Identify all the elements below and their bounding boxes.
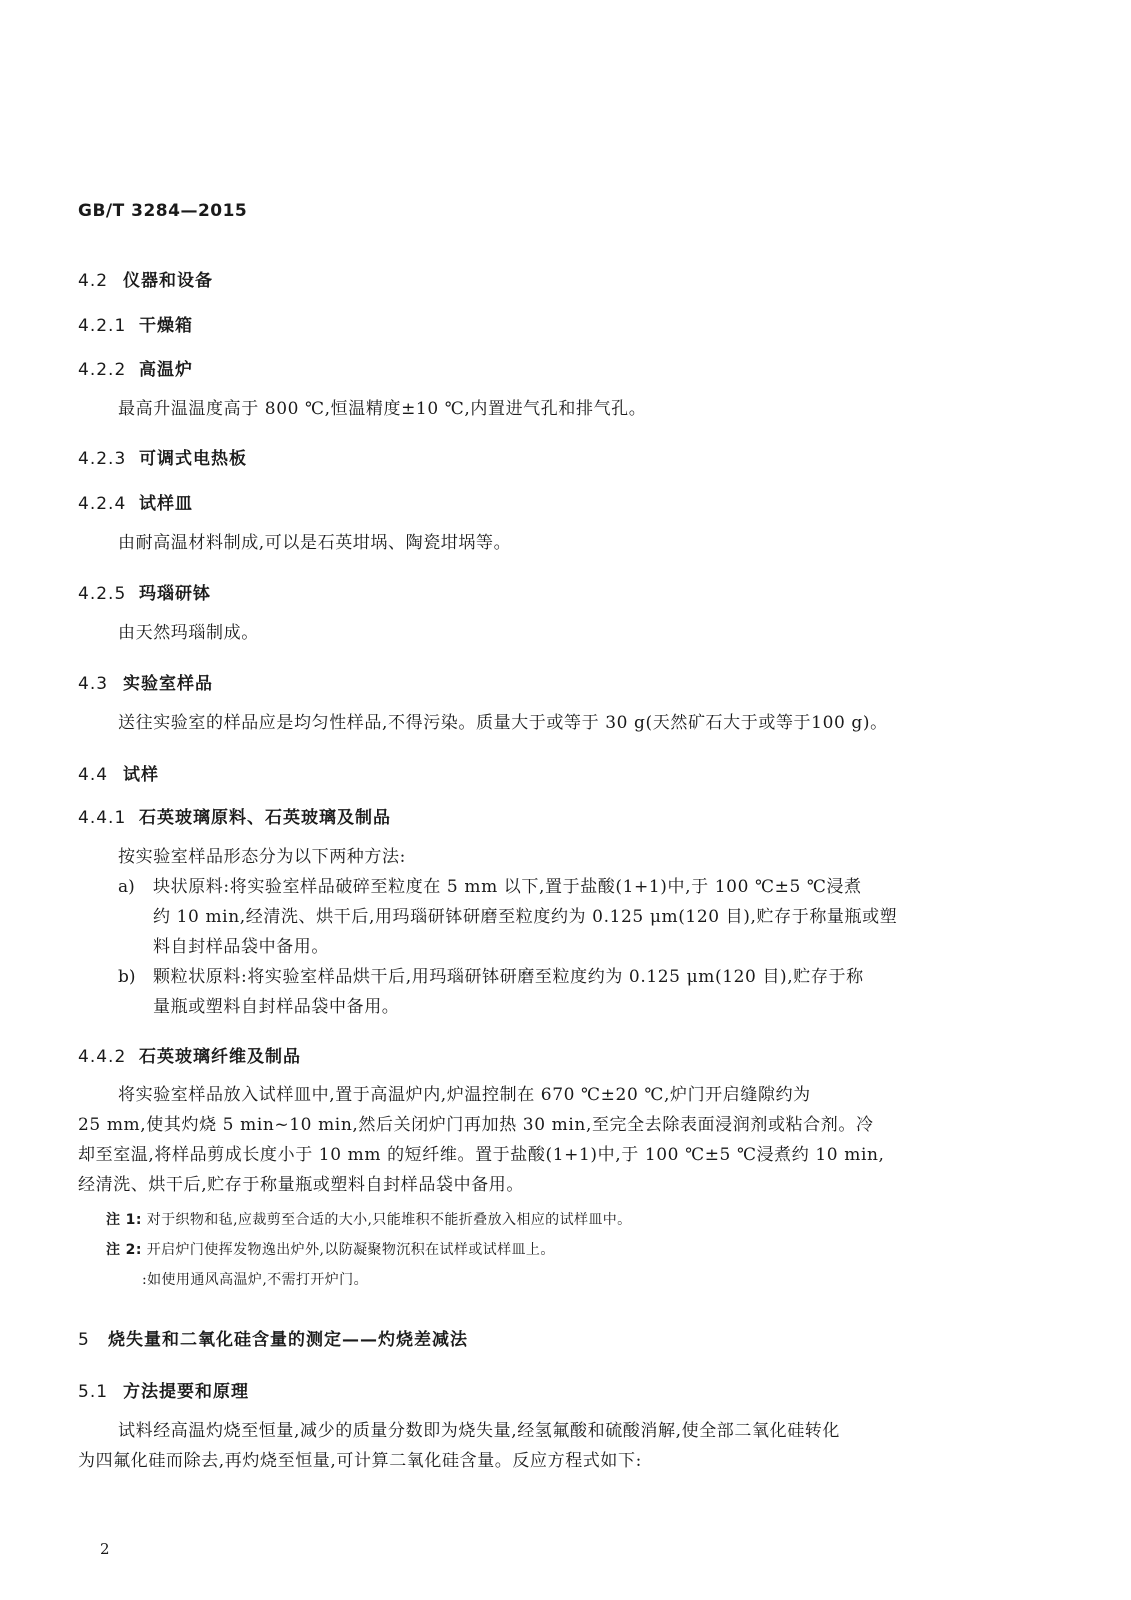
section-number: 4.2.2 xyxy=(78,360,127,380)
list-item-a-line-1: 块状原料:将实验室样品破碎至粒度在 5 mm 以下,置于盐酸(1+1)中,于 100 ℃±5 ℃浸煮 xyxy=(153,877,862,897)
section-title: 高温炉 xyxy=(139,360,193,380)
section-4-3-body: 送往实验室的样品应是均匀性样品,不得污染。质量大于或等于 30 g(天然矿石大于或等于100 g)。 xyxy=(118,713,888,733)
section-4-2-4-body: 由耐高温材料制成,可以是石英坩埚、陶瓷坩埚等。 xyxy=(118,533,512,553)
section-title: 干燥箱 xyxy=(139,316,193,336)
list-item-a-marker: a) xyxy=(118,877,135,897)
section-title: 仪器和设备 xyxy=(123,271,213,291)
section-number: 4.2.1 xyxy=(78,316,127,336)
list-item-a-line-2: 约 10 min,经清洗、烘干后,用玛瑙研钵研磨至粒度约为 0.125 μm(120 目),贮存于称量瓶或塑 xyxy=(153,907,898,927)
section-number: 4.2.4 xyxy=(78,494,127,514)
section-4-4-2-line-2: 25 mm,使其灼烧 5 min~10 min,然后关闭炉门再加热 30 min,至完全去除表面浸润剂或粘合剂。冷 xyxy=(78,1115,874,1135)
section-4-2-4-heading xyxy=(78,489,193,514)
section-4-2-5-body: 由天然玛瑙制成。 xyxy=(118,623,259,643)
list-item-a-line-3: 料自封样品袋中备用。 xyxy=(153,937,329,957)
section-4-4-2-heading xyxy=(78,1042,301,1067)
section-4-4-2-line-1: 将实验室样品放入试样皿中,置于高温炉内,炉温控制在 670 ℃±20 ℃,炉门开启缝隙约为 xyxy=(118,1085,811,1105)
section-number: 4.3 xyxy=(78,674,109,694)
note-label: 注 1: xyxy=(106,1212,142,1228)
section-5-1-line-1: 试料经高温灼烧至恒量,减少的质量分数即为烧失量,经氢氟酸和硫酸消解,使全部二氧化硅转化 xyxy=(118,1421,841,1441)
section-number: 5 xyxy=(78,1330,90,1350)
section-title: 石英玻璃纤维及制品 xyxy=(139,1047,301,1067)
section-title: 试样 xyxy=(123,765,159,785)
section-number: 5.1 xyxy=(78,1382,109,1402)
section-number: 4.2 xyxy=(78,271,109,291)
standard-code: GB/T 3284—2015 xyxy=(78,201,248,221)
section-title: 试样皿 xyxy=(139,494,193,514)
section-title: 烧失量和二氧化硅含量的测定——灼烧差减法 xyxy=(108,1330,468,1350)
section-title: 石英玻璃原料、石英玻璃及制品 xyxy=(139,808,391,828)
section-4-2-heading xyxy=(78,266,213,291)
note-3: :如使用通风高温炉,不需打开炉门。 xyxy=(142,1272,368,1288)
page-number: 2 xyxy=(100,1540,110,1558)
note-text: 对于织物和毡,应裁剪至合适的大小,只能堆积不能折叠放入相应的试样皿中。 xyxy=(146,1212,632,1228)
note-text: 开启炉门使挥发物逸出炉外,以防凝聚物沉积在试样或试样皿上。 xyxy=(146,1242,555,1258)
section-4-2-3-heading xyxy=(78,444,247,469)
section-number: 4.4.1 xyxy=(78,808,127,828)
section-5-heading xyxy=(78,1325,468,1350)
note-2 xyxy=(106,1239,555,1259)
section-4-2-5-heading xyxy=(78,579,211,604)
section-5-1-heading xyxy=(78,1377,249,1402)
list-item-b-marker: b) xyxy=(118,967,136,987)
section-title: 实验室样品 xyxy=(123,674,213,694)
section-title: 玛瑙研钵 xyxy=(139,584,211,604)
section-4-4-1-heading xyxy=(78,803,391,828)
section-4-4-2-line-3: 却至室温,将样品剪成长度小于 10 mm 的短纤维。置于盐酸(1+1)中,于 100 ℃±5 ℃浸煮约 10 min, xyxy=(78,1145,885,1165)
section-4-4-heading xyxy=(78,760,159,785)
section-title: 方法提要和原理 xyxy=(123,1382,249,1402)
section-4-4-2-line-4: 经清洗、烘干后,贮存于称量瓶或塑料自封样品袋中备用。 xyxy=(78,1175,525,1195)
list-item-b-line-2: 量瓶或塑料自封样品袋中备用。 xyxy=(153,997,400,1017)
note-1 xyxy=(106,1209,632,1229)
section-4-2-1-heading xyxy=(78,311,193,336)
section-4-3-heading xyxy=(78,669,213,694)
section-number: 4.2.3 xyxy=(78,449,127,469)
section-4-2-2-heading xyxy=(78,355,193,380)
section-5-1-line-2: 为四氟化硅而除去,再灼烧至恒量,可计算二氧化硅含量。反应方程式如下: xyxy=(78,1451,642,1471)
section-title: 可调式电热板 xyxy=(139,449,247,469)
note-label: 注 2: xyxy=(106,1242,142,1258)
section-4-4-1-intro: 按实验室样品形态分为以下两种方法: xyxy=(118,847,406,867)
list-item-b-line-1: 颗粒状原料:将实验室样品烘干后,用玛瑙研钵研磨至粒度约为 0.125 μm(120 目),贮存于称 xyxy=(153,967,864,987)
section-number: 4.4.2 xyxy=(78,1047,127,1067)
section-number: 4.4 xyxy=(78,765,109,785)
section-4-2-2-body: 最高升温温度高于 800 ℃,恒温精度±10 ℃,内置进气孔和排气孔。 xyxy=(118,399,647,419)
section-number: 4.2.5 xyxy=(78,584,127,604)
